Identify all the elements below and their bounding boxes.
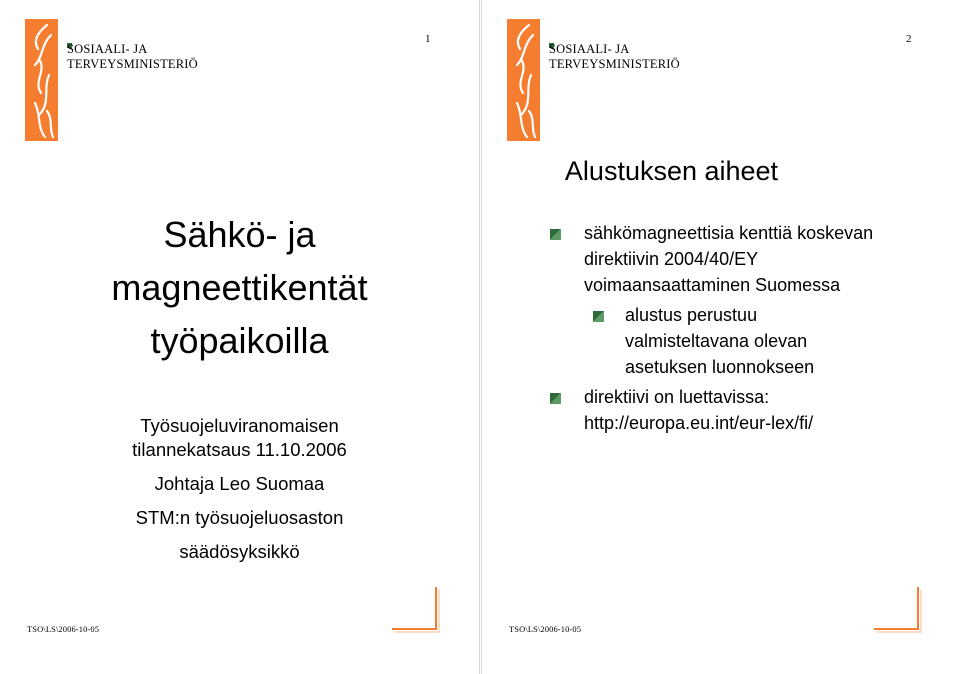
bullet-list — [542, 220, 942, 436]
slide-title: Sähkö- ja magneettikentät työpaikoilla — [111, 214, 368, 361]
page-number: 1 — [425, 33, 431, 45]
corner-bracket-icon — [392, 587, 442, 633]
footer-code: TSO\LS\2006-10-05 — [27, 624, 100, 634]
ministry-logo — [25, 19, 58, 141]
corner-bracket-icon — [874, 587, 924, 633]
bullet-item: sähkömagneettisia kenttiä koskevan direktiivin 2004/40/EY voimaansaattaminen Suomessa — [542, 220, 942, 298]
ministry-name: SOSIAALI- JA TERVEYSMINISTERIÖ — [67, 42, 198, 71]
ministry-name: SOSIAALI- JA TERVEYSMINISTERIÖ — [549, 42, 680, 71]
slide-2 — [481, 0, 960, 674]
sub-bullet-item: alustus perustuu valmisteltavana olevan asetuksen luonnokseen — [542, 302, 942, 380]
bullet-square-icon — [550, 393, 561, 404]
bullet-item: direktiivi on luettavissa: http://europa.eu.int/eur-lex/fi/ — [542, 384, 942, 436]
bullet-square-icon — [550, 229, 561, 240]
ministry-logo — [507, 19, 540, 141]
footer-code: TSO\LS\2006-10-05 — [509, 624, 582, 634]
eur-lex-link[interactable]: http://europa.eu.int/eur-lex/fi/ — [584, 413, 814, 433]
bullet-square-icon — [593, 311, 604, 322]
page-number: 2 — [906, 33, 912, 45]
slide-subtitle: Työsuojeluviranomaisen tilannekatsaus 11.10.2006 Johtaja Leo Suomaa STM:n työsuojeluosaston säädösyksikkö — [132, 415, 347, 562]
slide-heading: Alustuksen aiheet — [564, 156, 779, 186]
